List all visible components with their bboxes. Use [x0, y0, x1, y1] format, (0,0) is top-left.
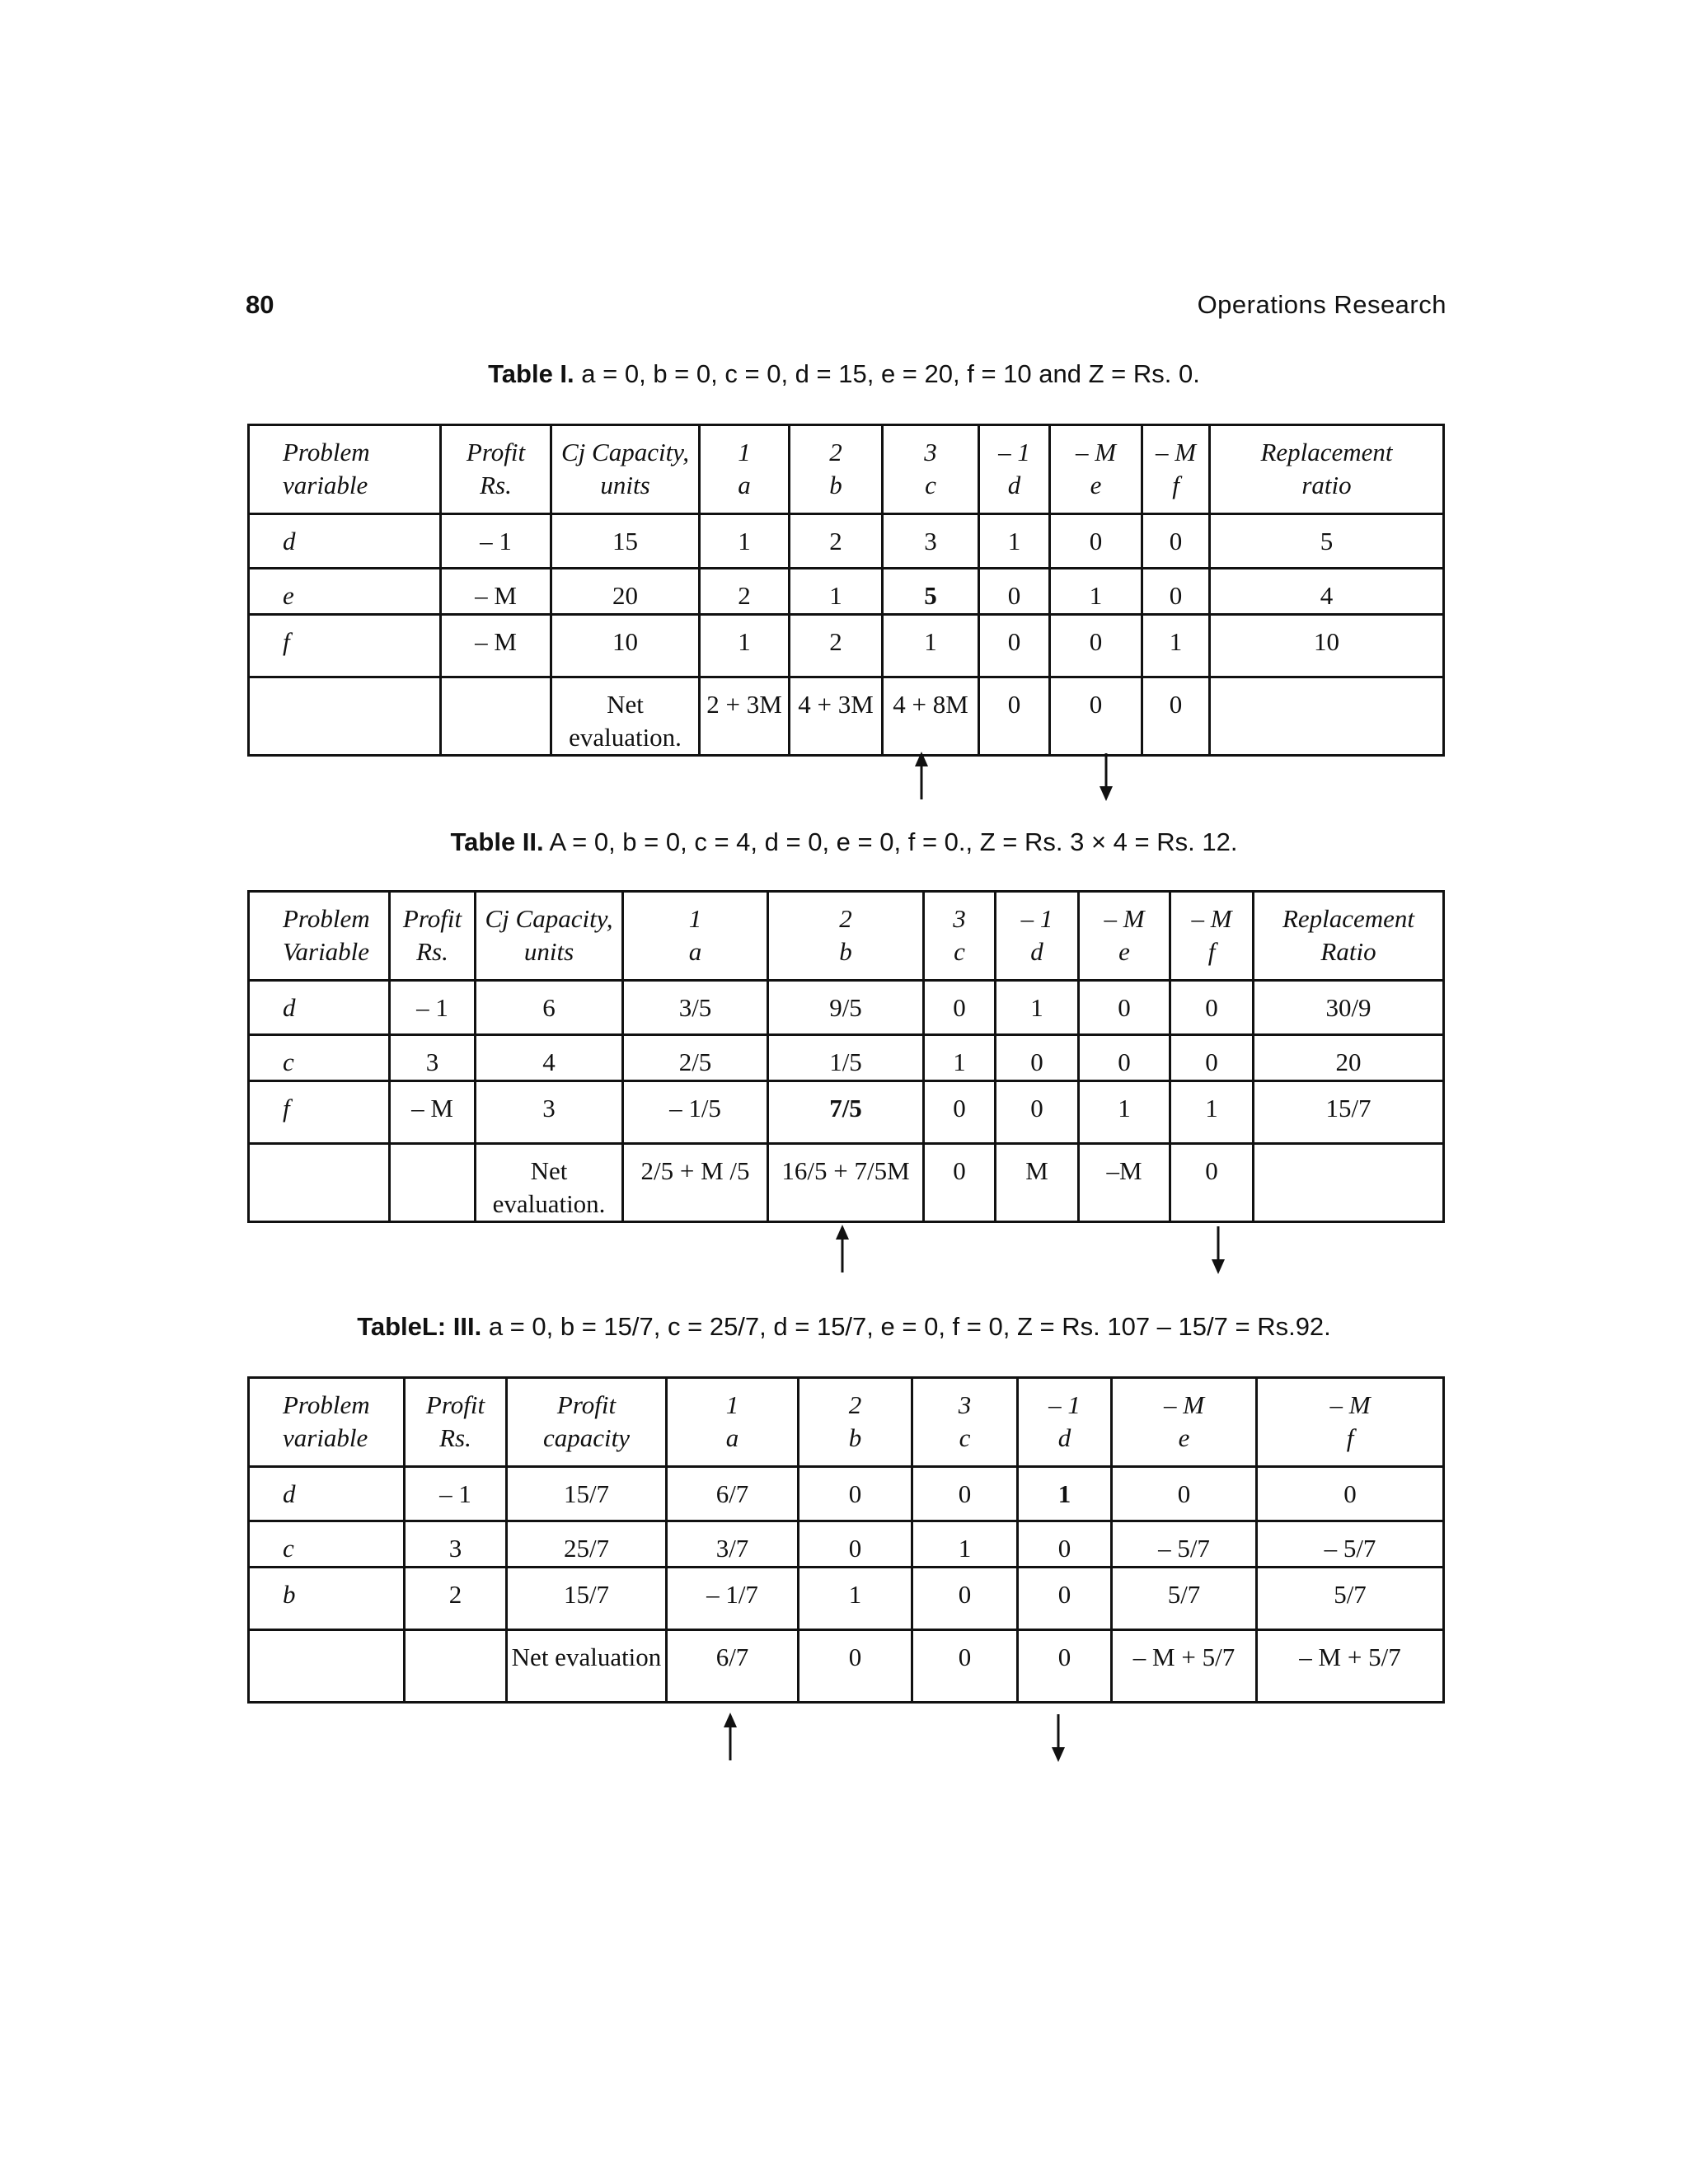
column-header — [249, 1378, 405, 1467]
table-cell: 0 — [912, 1467, 1018, 1521]
table2-caption-text: A = 0, b = 0, c = 4, d = 0, e = 0, f = 0., Z = Rs. 3 × 4 = Rs. 12. — [549, 827, 1238, 856]
column-header — [799, 1378, 912, 1467]
net-evaluation-cell: 0 — [912, 1630, 1018, 1703]
arrow-up-icon — [912, 752, 931, 801]
column-header-bottom: f — [1346, 1423, 1354, 1452]
column-header-bottom: Ratio — [1320, 937, 1376, 966]
table-cell: – 1 — [405, 1467, 507, 1521]
table-cell: 6 — [476, 981, 623, 1035]
table-cell: 1 — [700, 615, 790, 677]
table-cell: – M — [441, 615, 551, 677]
column-header-bottom: capacity — [542, 1423, 630, 1452]
table-cell: 0 — [979, 569, 1050, 615]
table-cell: 6/7 — [667, 1467, 799, 1521]
table-cell: – 5/7 — [1257, 1521, 1444, 1568]
net-evaluation-cell: 0 — [1050, 677, 1142, 756]
table-cell: 10 — [1210, 615, 1444, 677]
column-header-bottom: e — [1090, 471, 1102, 499]
column-header — [790, 425, 883, 514]
table-cell: 3/5 — [623, 981, 768, 1035]
basis-variable-cell: d — [249, 514, 441, 569]
column-header-bottom: b — [839, 937, 852, 966]
basis-variable-cell: c — [249, 1521, 405, 1568]
column-header-bottom: Rs. — [439, 1423, 471, 1452]
net-evaluation-cell — [441, 677, 551, 756]
column-header — [1050, 425, 1142, 514]
table-cell: 1 — [912, 1521, 1018, 1568]
net-evaluation-cell: –M — [1079, 1144, 1170, 1222]
column-header-top: Profit — [466, 438, 526, 466]
column-header — [700, 425, 790, 514]
column-header-bottom: d — [1007, 471, 1021, 499]
basis-variable-cell: e — [249, 569, 441, 615]
column-header-top: 3 — [924, 438, 937, 466]
net-evaluation-cell — [249, 677, 441, 756]
table-cell: 1 — [924, 1035, 996, 1081]
table-row — [249, 1467, 1444, 1521]
column-header-bottom: units — [600, 471, 650, 499]
table-cell: 0 — [1170, 1035, 1254, 1081]
column-header-bottom: variable — [283, 471, 368, 499]
column-header-top: – 1 — [1020, 904, 1053, 933]
table-cell: 4 — [476, 1035, 623, 1081]
column-header-top: – M — [1191, 904, 1232, 933]
net-evaluation-cell: – M + 5/7 — [1112, 1630, 1257, 1703]
column-header-bottom: units — [523, 937, 574, 966]
net-evaluation-cell — [249, 1630, 405, 1703]
table-cell: 1 — [1050, 569, 1142, 615]
table-cell: 0 — [1018, 1521, 1112, 1568]
column-header — [979, 425, 1050, 514]
column-header — [1254, 892, 1444, 981]
table-row — [249, 1521, 1444, 1568]
column-header-top: 2 — [848, 1390, 862, 1419]
column-header — [1142, 425, 1210, 514]
net-evaluation-cell: 4 + 3M — [790, 677, 883, 756]
table-cell: – 5/7 — [1112, 1521, 1257, 1568]
column-header — [883, 425, 979, 514]
column-header — [912, 1378, 1018, 1467]
column-header-top: Replacement — [1282, 904, 1415, 933]
column-header — [441, 425, 551, 514]
net-evaluation-cell: 0 — [1018, 1630, 1112, 1703]
table-cell: 20 — [551, 569, 700, 615]
column-header-bottom: b — [829, 471, 842, 499]
column-header-bottom: a — [688, 937, 702, 966]
table-row — [249, 1568, 1444, 1630]
column-header-top: Profit — [425, 1390, 485, 1419]
table-cell: 25/7 — [507, 1521, 667, 1568]
table-cell: 0 — [996, 1035, 1079, 1081]
basis-variable-cell: c — [249, 1035, 390, 1081]
table-cell: 2 — [700, 569, 790, 615]
column-header — [249, 425, 441, 514]
table1-caption-label: Table I. — [488, 359, 574, 388]
column-header — [768, 892, 924, 981]
table-cell: 1 — [700, 514, 790, 569]
table-cell: 20 — [1254, 1035, 1444, 1081]
column-header-bottom: variable — [283, 1423, 368, 1452]
table-cell: 1 — [1142, 615, 1210, 677]
column-header — [405, 1378, 507, 1467]
table3-header-row — [249, 1378, 1444, 1467]
column-header-top: Cj Capacity, — [485, 904, 613, 933]
table-cell: 2 — [790, 615, 883, 677]
table-cell: 0 — [1018, 1568, 1112, 1630]
table-cell: 0 — [799, 1467, 912, 1521]
column-header-bottom: ratio — [1301, 471, 1352, 499]
column-header-bottom: Variable — [283, 937, 370, 966]
table-cell: 15 — [551, 514, 700, 569]
net-evaluation-cell — [1210, 677, 1444, 756]
table-cell: 0 — [1170, 981, 1254, 1035]
column-header-bottom: d — [1030, 937, 1043, 966]
column-header-top: Replacement — [1260, 438, 1393, 466]
basis-variable-cell: b — [249, 1568, 405, 1630]
column-header — [667, 1378, 799, 1467]
table-cell: 30/9 — [1254, 981, 1444, 1035]
table-cell: 1 — [979, 514, 1050, 569]
column-header — [476, 892, 623, 981]
column-header-top: – M — [1155, 438, 1197, 466]
table-cell: 4 — [1210, 569, 1444, 615]
table-cell: 9/5 — [768, 981, 924, 1035]
net-evaluation-row — [249, 677, 1444, 756]
column-header — [996, 892, 1079, 981]
table-cell: – 1/7 — [667, 1568, 799, 1630]
column-header — [1257, 1378, 1444, 1467]
column-header — [390, 892, 476, 981]
arrow-down-icon — [1208, 1225, 1228, 1274]
table-cell: 0 — [979, 615, 1050, 677]
basis-variable-cell: d — [249, 981, 390, 1035]
net-evaluation-cell: – M + 5/7 — [1257, 1630, 1444, 1703]
table-cell: 1 — [1170, 1081, 1254, 1144]
net-evaluation-cell: 2 + 3M — [700, 677, 790, 756]
basis-variable-cell: d — [249, 1467, 405, 1521]
table-cell: 3 — [405, 1521, 507, 1568]
net-evaluation-label: Net evaluation — [507, 1630, 667, 1703]
column-header-top: Profit — [556, 1390, 617, 1419]
arrow-up-icon — [832, 1225, 852, 1274]
arrow-up-icon — [720, 1713, 740, 1762]
table-cell: 1 — [883, 615, 979, 677]
column-header — [1170, 892, 1254, 981]
column-header-top: Profit — [402, 904, 462, 933]
column-header-bottom: Rs. — [416, 937, 448, 966]
table-cell: 0 — [1050, 514, 1142, 569]
table-cell: 3/7 — [667, 1521, 799, 1568]
table-row — [249, 1081, 1444, 1144]
arrow-down-icon — [1048, 1713, 1068, 1762]
table-cell: 2 — [405, 1568, 507, 1630]
table-cell: 1/5 — [768, 1035, 924, 1081]
table-cell: 3 — [390, 1035, 476, 1081]
page-number: 80 — [246, 290, 274, 319]
column-header-top: 1 — [688, 904, 702, 933]
column-header-bottom: a — [725, 1423, 739, 1452]
column-header-bottom: c — [925, 471, 936, 499]
column-header-top: 2 — [829, 438, 842, 466]
table-cell: 0 — [1142, 514, 1210, 569]
column-header — [623, 892, 768, 981]
table-cell: 15/7 — [507, 1568, 667, 1630]
table-cell: 1 — [790, 569, 883, 615]
table-cell: 15/7 — [507, 1467, 667, 1521]
column-header-bottom: Rs. — [480, 471, 512, 499]
table-cell: 0 — [1142, 569, 1210, 615]
table-cell: 15/7 — [1254, 1081, 1444, 1144]
column-header-top: – 1 — [998, 438, 1030, 466]
net-evaluation-cell: 0 — [799, 1630, 912, 1703]
column-header — [924, 892, 996, 981]
table-cell: 7/5 — [768, 1081, 924, 1144]
table-cell: 0 — [924, 981, 996, 1035]
column-header-bottom: b — [848, 1423, 862, 1452]
column-header-top: – M — [1329, 1390, 1371, 1419]
table-cell: 2 — [790, 514, 883, 569]
column-header-top: 2 — [839, 904, 852, 933]
table1-caption — [0, 359, 1688, 389]
column-header-top: – M — [1163, 1390, 1205, 1419]
column-header-top: 3 — [953, 904, 966, 933]
column-header-top: 1 — [738, 438, 751, 466]
table-cell: 0 — [1050, 615, 1142, 677]
table-cell: 1 — [996, 981, 1079, 1035]
table-cell: 0 — [1257, 1467, 1444, 1521]
column-header-bottom: a — [738, 471, 751, 499]
table-row — [249, 615, 1444, 677]
table-cell: 0 — [1079, 1035, 1170, 1081]
net-evaluation-cell: M — [996, 1144, 1079, 1222]
table1-body — [249, 425, 1444, 756]
table-cell: – 1/5 — [623, 1081, 768, 1144]
column-header-top: Cj Capacity, — [561, 438, 689, 466]
table3-body — [249, 1378, 1444, 1703]
column-header — [1079, 892, 1170, 981]
table2 — [247, 890, 1445, 1223]
column-header-top: – M — [1075, 438, 1117, 466]
column-header-top: Problem — [283, 438, 370, 466]
table1-caption-text: a = 0, b = 0, c = 0, d = 15, e = 20, f = 10 and Z = Rs. 0. — [581, 359, 1200, 388]
table2-caption-label: Table II. — [450, 827, 544, 856]
table-row — [249, 981, 1444, 1035]
table-row — [249, 514, 1444, 569]
net-evaluation-cell: 4 + 8M — [883, 677, 979, 756]
net-evaluation-cell — [249, 1144, 390, 1222]
table2-body — [249, 892, 1444, 1222]
table-cell: 3 — [883, 514, 979, 569]
column-header-top: – M — [1104, 904, 1145, 933]
column-header — [1210, 425, 1444, 514]
net-evaluation-cell — [390, 1144, 476, 1222]
column-header-top: 3 — [958, 1390, 972, 1419]
table-cell: 0 — [1079, 981, 1170, 1035]
table-cell: 5/7 — [1257, 1568, 1444, 1630]
net-evaluation-row — [249, 1630, 1444, 1703]
table-cell: 5 — [883, 569, 979, 615]
basis-variable-cell: f — [249, 1081, 390, 1144]
net-evaluation-row — [249, 1144, 1444, 1222]
net-evaluation-label: Net evaluation. — [551, 677, 700, 756]
table-cell: 0 — [996, 1081, 1079, 1144]
table1-header-row — [249, 425, 1444, 514]
net-evaluation-cell — [1254, 1144, 1444, 1222]
table-cell: 5 — [1210, 514, 1444, 569]
table1 — [247, 424, 1445, 757]
table-cell: 0 — [1112, 1467, 1257, 1521]
table-cell: 5/7 — [1112, 1568, 1257, 1630]
column-header-top: Problem — [283, 904, 370, 933]
column-header-bottom: c — [954, 937, 965, 966]
table-cell: – 1 — [441, 514, 551, 569]
arrow-down-icon — [1096, 752, 1116, 801]
net-evaluation-cell: 6/7 — [667, 1630, 799, 1703]
column-header-bottom: c — [959, 1423, 971, 1452]
table3 — [247, 1376, 1445, 1704]
table2-header-row — [249, 892, 1444, 981]
net-evaluation-cell: 0 — [1142, 677, 1210, 756]
net-evaluation-cell: 0 — [1170, 1144, 1254, 1222]
table-cell: 0 — [912, 1568, 1018, 1630]
net-evaluation-cell: 0 — [924, 1144, 996, 1222]
column-header — [507, 1378, 667, 1467]
table-cell: 10 — [551, 615, 700, 677]
column-header — [1112, 1378, 1257, 1467]
table2-caption — [0, 827, 1688, 857]
table-row — [249, 569, 1444, 615]
net-evaluation-label: Net evaluation. — [476, 1144, 623, 1222]
table-cell: 2/5 — [623, 1035, 768, 1081]
basis-variable-cell: f — [249, 615, 441, 677]
column-header-top: – 1 — [1048, 1390, 1081, 1419]
net-evaluation-cell: 2/5 + M /5 — [623, 1144, 768, 1222]
table-cell: 1 — [1079, 1081, 1170, 1144]
table-cell: 1 — [1018, 1467, 1112, 1521]
net-evaluation-cell — [405, 1630, 507, 1703]
net-evaluation-cell: 16/5 + 7/5M — [768, 1144, 924, 1222]
column-header-top: Problem — [283, 1390, 370, 1419]
column-header — [551, 425, 700, 514]
table3-caption — [0, 1312, 1688, 1342]
column-header — [249, 892, 390, 981]
table-cell: 0 — [924, 1081, 996, 1144]
table-cell: 0 — [799, 1521, 912, 1568]
table3-caption-text: a = 0, b = 15/7, c = 25/7, d = 15/7, e = 0, f = 0, Z = Rs. 107 – 15/7 = Rs.92. — [488, 1312, 1331, 1341]
table-row — [249, 1035, 1444, 1081]
column-header — [1018, 1378, 1112, 1467]
table3-caption-label: TableL: III. — [357, 1312, 482, 1341]
column-header-bottom: d — [1057, 1423, 1071, 1452]
column-header-bottom: f — [1172, 471, 1179, 499]
table-cell: – 1 — [390, 981, 476, 1035]
column-header-bottom: e — [1118, 937, 1130, 966]
table-cell: 3 — [476, 1081, 623, 1144]
column-header-bottom: e — [1178, 1423, 1190, 1452]
net-evaluation-cell: 0 — [979, 677, 1050, 756]
table-cell: – M — [441, 569, 551, 615]
column-header-bottom: f — [1207, 937, 1216, 966]
running-title: Operations Research — [1197, 290, 1447, 319]
table-cell: 1 — [799, 1568, 912, 1630]
table-cell: – M — [390, 1081, 476, 1144]
column-header-top: 1 — [725, 1390, 739, 1419]
